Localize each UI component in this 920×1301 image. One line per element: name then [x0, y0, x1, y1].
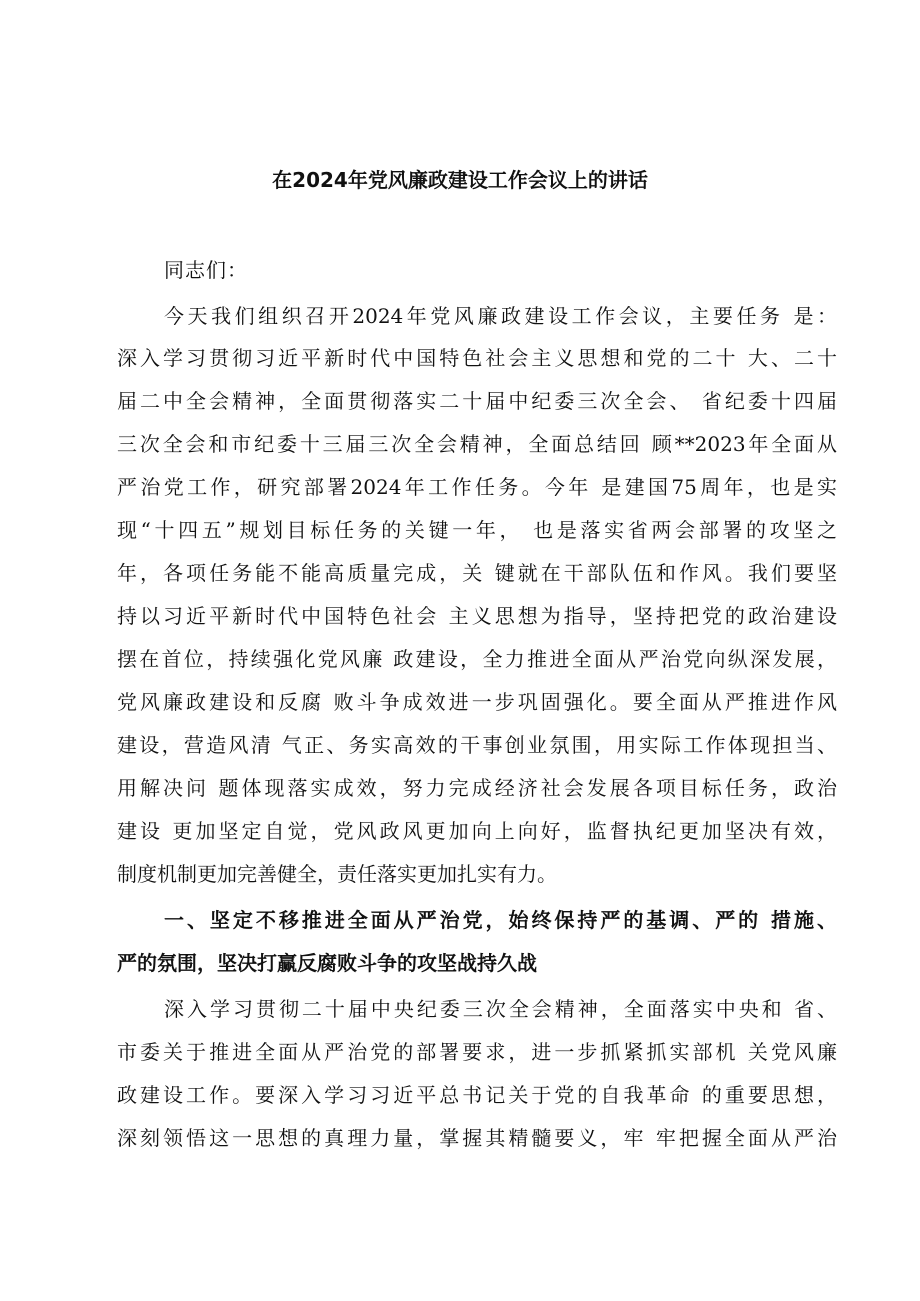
paragraph-line: 今天我们组织召开2024年党风廉政建设工作会议，主要任务 是： — [164, 304, 837, 328]
paragraph-line: 深入学习贯彻习近平新时代中国特色社会主义思想和党的二十 大、二十 — [117, 346, 837, 370]
section-heading-line: 一、坚定不移推进全面从严治党，始终保持严的基调、严的 措施、 — [164, 908, 837, 932]
paragraph-line: 严治党工作，研究部署2024年工作任务。今年 是建国75周年，也是实 — [117, 475, 837, 499]
paragraph-line: 党风廉政建设和反腐 败斗争成效进一步巩固强化。要全面从严推进作风 — [117, 690, 837, 714]
paragraph-line: 深入学习贯彻二十届中央纪委三次全会精神，全面落实中央和 省、 — [164, 997, 837, 1021]
paragraph-line: 建设 更加坚定自觉，党风政风更加向上向好，监督执纪更加坚决有效， — [117, 819, 837, 843]
paragraph-line: 用解决问 题体现落实成效，努力完成经济社会发展各项目标任务，政治 — [117, 776, 837, 800]
paragraph-line: 市委关于推进全面从严治党的部署要求，进一步抓紧抓实部机 关党风廉 — [117, 1040, 837, 1064]
salutation: 同志们： — [164, 258, 248, 282]
section-heading-line: 严的氛围，坚决打赢反腐败斗争的攻坚战持久战 — [117, 951, 537, 975]
paragraph-line: 持以习近平新时代中国特色社会 主义思想为指导，坚持把党的政治建设 — [117, 604, 837, 628]
paragraph-line: 摆在首位，持续强化党风廉 政建设，全力推进全面从严治党向纵深发展， — [117, 647, 837, 671]
paragraph-line: 深刻领悟这一思想的真理力量，掌握其精髓要义，牢 牢把握全面从严治 — [117, 1126, 837, 1150]
paragraph-line: 建设，营造风清 气正、务实高效的干事创业氛围，用实际工作体现担当、 — [117, 733, 837, 757]
paragraph-line: 制度机制更加完善健全，责任落实更加扎实有力。 — [117, 862, 557, 886]
paragraph-line: 现“十四五”规划目标任务的关键一年， 也是落实省两会部署的攻坚之 — [117, 518, 837, 542]
paragraph-line: 届二中全会精神，全面贯彻落实二十届中纪委三次全会、 省纪委十四届 — [117, 389, 837, 413]
paragraph-line: 政建设工作。要深入学习习近平总书记关于党的自我革命 的重要思想， — [117, 1083, 837, 1107]
paragraph-line: 三次全会和市纪委十三届三次全会精神，全面总结回 顾**2023年全面从 — [117, 432, 837, 456]
paragraph-line: 年，各项任务能不能高质量完成，关 键就在干部队伍和作风。我们要坚 — [117, 561, 837, 585]
document-title: 在2024年党风廉政建设工作会议上的讲话 — [272, 168, 648, 192]
